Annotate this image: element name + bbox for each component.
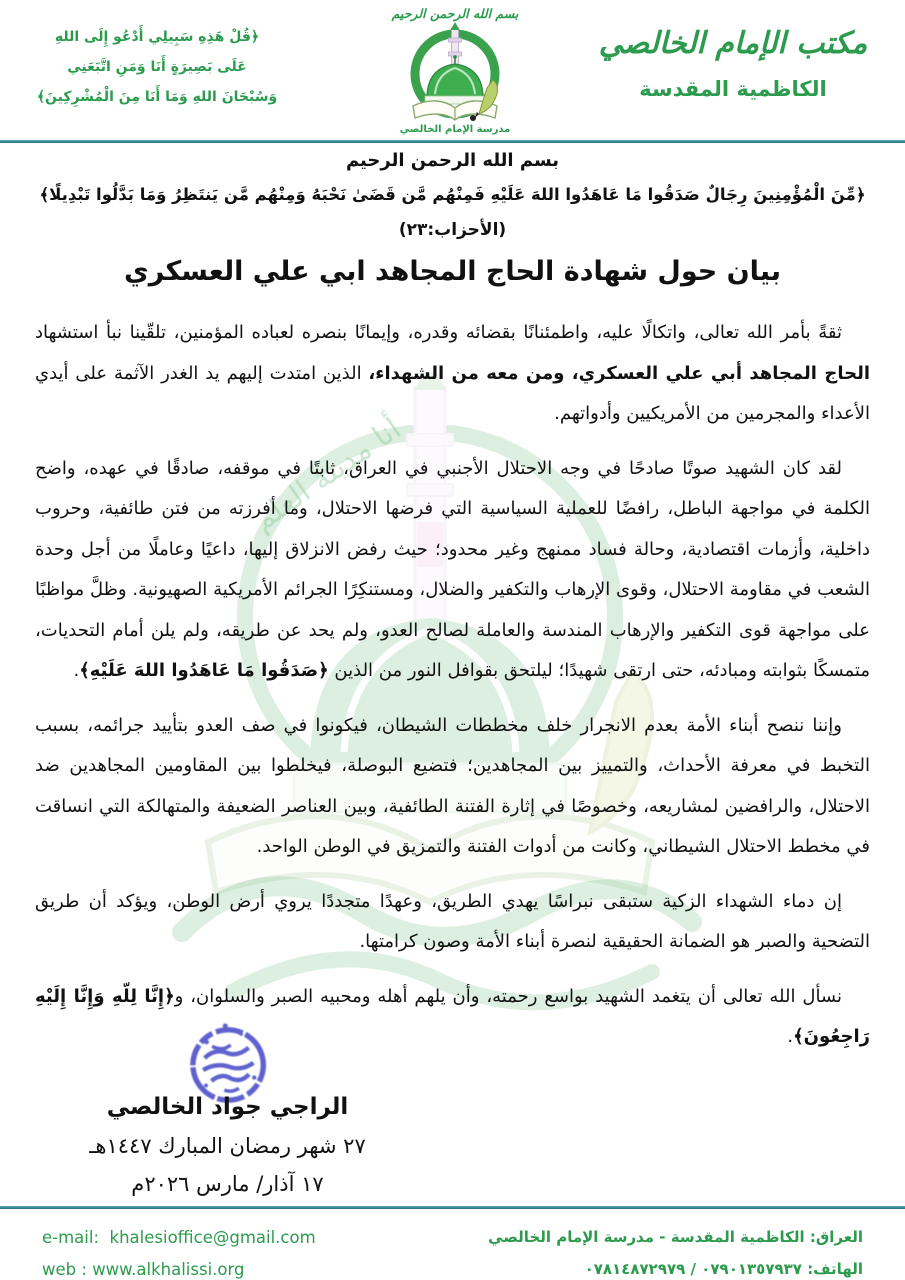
header-quran-verse-line3: وَسُبْحَانَ اللهِ وَمَا أَنَا مِنَ الْمُشْرِكِينَ﴾	[36, 89, 278, 106]
paragraph-1-rest: الذين امتدت إليهم يد الغدر الآثمة على أيدي الأعداء والمجرمين من الأمريكيين وأدواتهم.	[35, 362, 870, 424]
phone-row	[488, 1254, 863, 1280]
verse-reference: (الأحزاب:٢٣)	[398, 220, 507, 240]
logo-bismillah-calligraphy: بسم الله الرحمن الرحيم	[391, 6, 519, 21]
quran-verse-ahzab: ﴿مِّنَ الْمُؤْمِنِينَ رِجَالٌ صَدَقُوا مَا عَاهَدُوا اللهَ عَلَيْهِ فَمِنْهُم مَّن قَضَىٰ نَحْبَهُ وَمِنْهُم مَّن يَنتَظِرُ وَمَا بَدَّلُوا تَبْدِيلًا﴾	[39, 185, 866, 204]
email-address: khalesioffice@gmail.com	[109, 1228, 316, 1247]
phone-numbers: ٠٧٩٠١٣٥٧٩٣٧ / ٠٧٨١٤٨٧٢٩٧٩	[584, 1259, 802, 1278]
header-quran-verse-line1: ﴿قُلْ هَذِهِ سَبِيلِي أَدْعُو إِلَى اللهِ	[54, 29, 260, 45]
paragraph-1	[35, 313, 870, 435]
mosque-emblem-icon	[395, 22, 515, 122]
office-subtitle: الكاظمية المقدسة	[639, 77, 827, 101]
hijri-date: ٢٧ شهر رمضان المبارك ١٤٤٧هـ	[89, 1134, 366, 1158]
footer-divider-line	[0, 1206, 905, 1209]
paragraph-5-text: نسأل الله تعالى أن يتغمد الشهيد بواسع رحمته، وأن يلهم أهله ومحبيه الصبر والسلوان، و	[174, 985, 843, 1007]
paragraph-4: إن دماء الشهداء الزكية ستبقى نبراسًا يهدي الطريق، وعهدًا متجددًا يروي أرض الوطن، ويؤكد أن طريق التضحية والصبر هو الضمانة الحقيقية لنصرة أبناء الأمة وصون كرامتها.	[35, 890, 870, 952]
web-row	[42, 1254, 316, 1280]
paragraph-2-period: .	[73, 660, 80, 681]
paragraph-2-quran-quote: ﴿صَدَقُوا مَا عَاهَدُوا اللهَ عَلَيْهِ﴾	[79, 660, 329, 681]
phone-label: الهاتف:	[807, 1259, 863, 1278]
paragraph-3: وإننا ننصح أبناء الأمة بعدم الانجرار خلف مخططات الشيطان، فيكونوا في صف العدو بتأييد جرائمه، بسبب التخبط في معرفة الأحداث، والتمييز بين المجاهدين؛ فتضيع البوصلة، فيخلطوا بين المقاومين المجاهدين ضد الاحتلال، والرافضين لمشاريعه، وخصوصًا في إثارة الفتنة الطائفية، وبين العناصر الضعيفة والمتهالكة التي انساقت في مخطط الاحتلال الشيطاني، وكانت من أدوات الفتنة والتمزيق في الوطن الواحد.	[35, 714, 870, 857]
footer-contact-left	[42, 1222, 316, 1280]
watermark-phrase: أنا مدينة العلم	[246, 411, 408, 539]
office-address: العراق: الكاظمية المقدسة - مدرسة الإمام الخالصي	[488, 1228, 863, 1246]
email-label: e-mail:	[42, 1228, 100, 1247]
paragraph-5-quran-quote: ﴿إِنَّا لِلّهِ وَإِنَّا إِلَيْهِ رَاجِعُونَ﴾	[35, 985, 870, 1047]
gregorian-date: ١٧ آذار/ مارس ٢٠٢٦م	[131, 1172, 324, 1196]
header-quran-verse	[14, 22, 300, 112]
office-title-calligraphy: مكتب الإمام الخالصي	[598, 26, 868, 61]
paragraph-1-text: ثقةً بأمر الله تعالى، واتكالًا عليه، واطمئنانًا بقضائه وقدره، وإيمانًا بنصره لعباده المؤمنين، تلقّينا نبأ استشهاد	[35, 322, 842, 343]
school-logo	[352, 6, 558, 135]
website-url: www.alkhalissi.org	[92, 1260, 245, 1280]
paragraph-2-text: لقد كان الشهيد صوتًا صادحًا في وجه الاحتلال الأجنبي في العراق، ثابتًا في موقفه، صادقًا في عهده، واضح الكلمة في مواجهة الباطل، رافضًا للعملية السياسية التي فرضها الاحتلال، وما أفرزته من فتن طائفية، وحروب داخلية، وأزمات اقتصادية، وحالة فساد ممنهج وغير محدود؛ حيث رفض الانزلاق إليها، داعيًا وعاملًا من أجل وحدة الشعب في مقاومة الاحتلال، وقوى الإرهاب والتكفير والضلال، ومستنكِرًا الجرائم الأمريكية الصهيونية. وظلَّ مواظبًا على مواجهة قوى التكفير والإرهاب المندسة والعاملة لصالح العدو، ولم يحد عن طريقه، ولم يلن أمام التحديات، متمسكًا بثوابته ومبادئه، حتى ارتقى شهيدًا؛ ليلتحق بقوافل النور من الذين	[35, 457, 870, 681]
signatory-name: الراجي جواد الخالصي	[106, 1094, 349, 1120]
web-label: web :	[42, 1260, 87, 1280]
signature-block	[55, 1018, 400, 1196]
paragraph-5-period: .	[787, 1026, 794, 1047]
header-divider-line	[0, 140, 905, 143]
statement-title: بيان حول شهادة الحاج المجاهد ابي علي العسكري	[124, 256, 781, 287]
footer-contact-right	[488, 1222, 863, 1280]
logo-caption: مدرسة الإمام الخالصي	[399, 124, 511, 135]
statement-body	[35, 150, 870, 1058]
paragraph-1-bold-names: الحاج المجاهد أبي علي العسكري، ومن معه من الشهداء،	[368, 362, 870, 384]
basmala: بسم الله الرحمن الرحيم	[345, 150, 560, 171]
paragraph-2	[35, 449, 870, 692]
office-letterhead	[583, 26, 883, 101]
header-quran-verse-line2: عَلَى بَصِيرَةٍ أَنَا وَمَنِ اتَّبَعَنِي	[67, 59, 247, 76]
email-row	[42, 1222, 316, 1254]
